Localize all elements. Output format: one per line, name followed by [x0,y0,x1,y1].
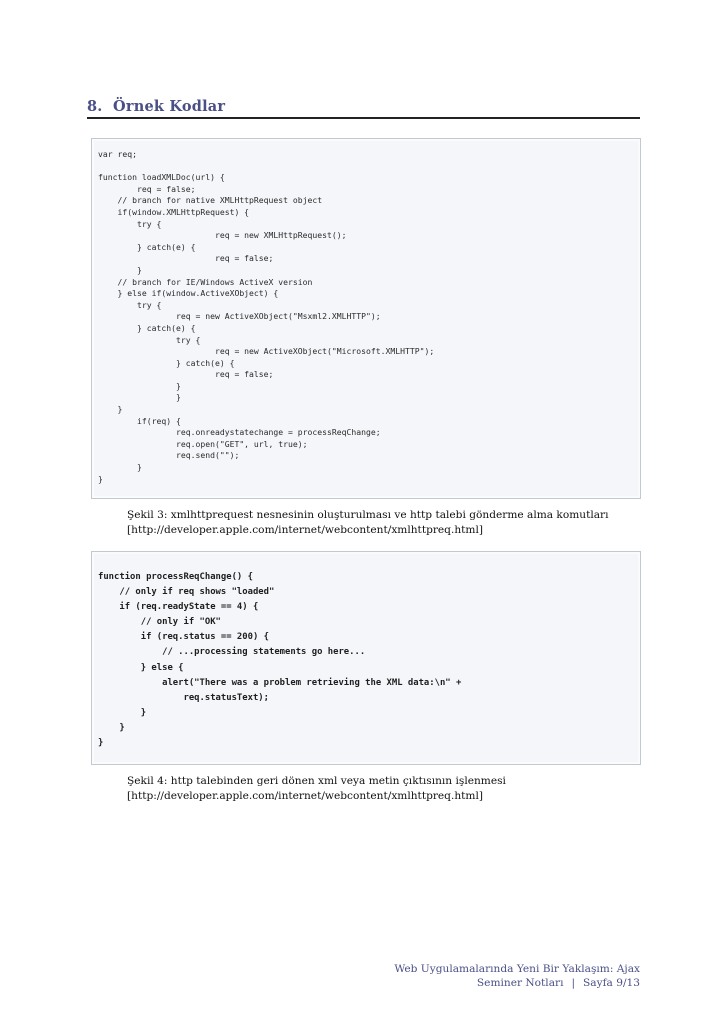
page-footer [394,962,640,990]
section-number: 8. [87,98,103,115]
footer-separator: | [571,977,576,989]
footer-page-info [394,976,640,990]
section-heading [87,98,225,115]
code-listing: var req; function loadXMLDoc(url) { req = false; // branch for native XMLHttpRequest object if(window.XMLHttpRequest) { try { req = new XMLHttpRequest(); } catch(e) { req = false; } // branch for IE/Windows ActiveX version } else if(window.ActiveXObject) { try { req = new ActiveXObject("Msxml2.XMLHTTP"); } catch(e) { try { req = new ActiveXObject("Microsoft.XMLHTTP"); } catch(e) { req = false; } } } if(req) { req.onreadystatechange = processReqChange; req.open("GET", url, true); req.send(""); } } [98,149,435,484]
caption-source-url: [http://developer.apple.com/internet/webcontent/xmlhttpreq.html] [127,524,483,536]
section-title: Örnek Kodlar [113,98,226,115]
code-block-xmlhttprequest [91,138,641,499]
figure-caption [127,774,647,804]
footer-title: Web Uygulamalarında Yeni Bir Yaklaşım: Ajax [394,963,640,975]
caption-source-url: [http://developer.apple.com/internet/webcontent/xmlhttpreq.html] [127,790,483,802]
code-block-process-req-change [91,551,641,765]
code-listing: function processReqChange() { // only if req shows "loaded" if (req.readyState == 4) { // only if "OK" if (req.status == 200) { // ...processing statements go here... } else { alert("There was a problem retrieving the XML data:\n" + req.statusText); } } } [98,572,462,749]
heading-rule [87,117,640,119]
figure-caption [127,508,647,538]
caption-text: Şekil 4: http talebinden geri dönen xml veya metin çıktısının işlenmesi [127,775,506,787]
footer-notes: Seminer Notları [476,977,564,989]
page-number: Sayfa 9/13 [583,977,640,989]
caption-text: Şekil 3: xmlhttprequest nesnesinin oluşturulması ve http talebi gönderme alma komutları [127,509,609,521]
